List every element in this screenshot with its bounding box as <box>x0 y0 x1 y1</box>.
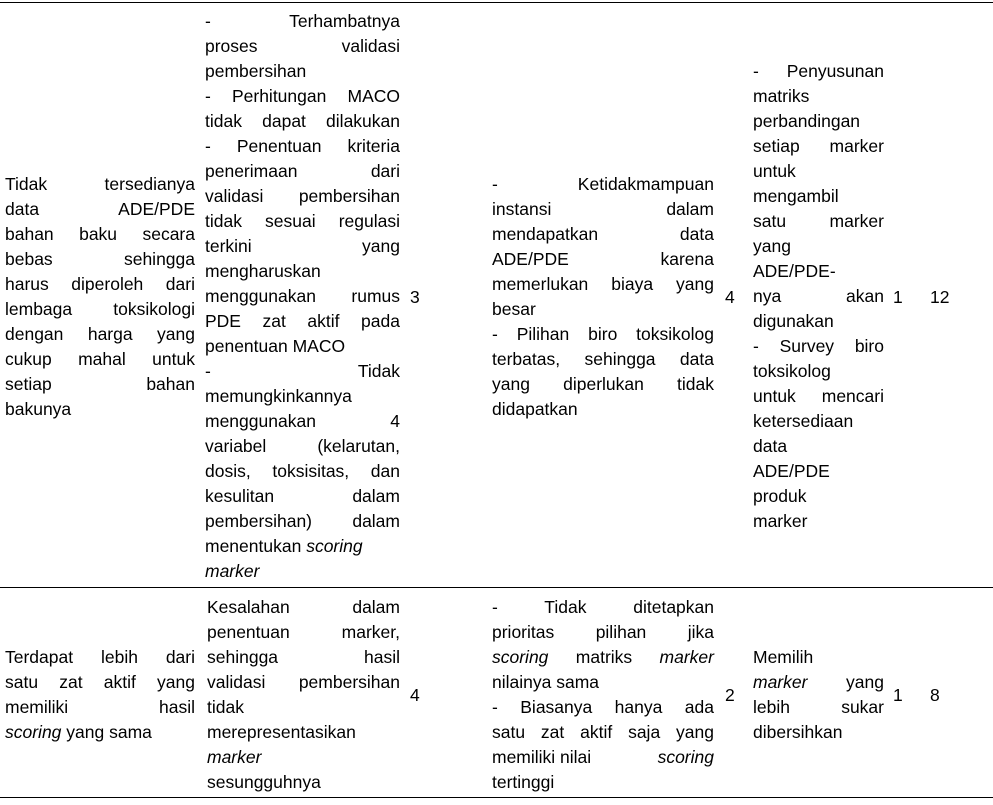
text-line: dibersihkan <box>753 722 843 742</box>
text-line: tidak dapat dilakukan <box>205 111 400 131</box>
cause-cell <box>492 595 714 795</box>
text-line: - Penyusunan <box>753 61 884 81</box>
italic-term: scoring <box>306 536 363 556</box>
action-cell <box>753 645 884 745</box>
text-line: - Tidak ditetapkan <box>492 597 714 617</box>
italic-term: marker <box>205 561 260 581</box>
text-line: penerimaan dari <box>205 161 400 181</box>
text-line: memerlukan biaya yang <box>492 274 714 294</box>
text-line: satu zat aktif yang <box>5 672 195 692</box>
rpn-value: 12 <box>930 287 950 307</box>
text-line: produk <box>753 486 807 506</box>
text-line: - Penentuan kriteria <box>205 136 400 156</box>
text-run: yang <box>846 672 884 692</box>
text-line: bebas sehingga <box>5 249 195 269</box>
detection-value: 1 <box>893 685 903 705</box>
text-line: Kesalahan dalam <box>207 597 400 617</box>
text-run: yang sama <box>66 722 152 742</box>
text-line: ketersediaan <box>753 411 854 431</box>
text-line <box>492 745 714 770</box>
text-line: besar <box>492 299 536 319</box>
cause-cell <box>492 172 714 422</box>
text-line: terbatas, sehingga data <box>492 349 714 369</box>
text-line: bahan baku secara <box>5 224 195 244</box>
italic-term: scoring <box>657 747 714 767</box>
text-line: mengharuskan <box>205 261 321 281</box>
text-line: untuk <box>753 161 796 181</box>
problem-cell <box>5 645 195 745</box>
text-line: - Pilihan biro toksikolog <box>492 324 714 344</box>
text-line <box>492 645 714 670</box>
text-line: didapatkan <box>492 399 578 419</box>
text-line <box>205 534 400 559</box>
text-line: menggunakan 4 <box>205 411 400 431</box>
text-line: terkini yang <box>205 236 400 256</box>
rpn-value: 8 <box>930 685 940 705</box>
text-line: tertinggi <box>492 772 555 792</box>
text-line: pembersihan) dalam <box>205 511 400 531</box>
text-line: marker <box>753 511 808 531</box>
text-line: Tidak tersedianya <box>5 174 195 194</box>
text-line: penentuan MACO <box>205 336 346 356</box>
text-line: PDE zat aktif pada <box>205 311 400 331</box>
text-line: yang <box>753 236 791 256</box>
text-line: validasi pembersihan <box>207 672 400 692</box>
text-line: penentuan marker, <box>207 622 400 642</box>
text-line: Terdapat lebih dari <box>5 647 195 667</box>
text-line: nilainya sama <box>492 672 599 692</box>
text-line <box>5 720 195 745</box>
table-top-rule <box>0 2 993 3</box>
text-line: sesungguhnya <box>207 772 321 792</box>
text-line: setiap bahan <box>5 374 195 394</box>
text-line: satu zat aktif saja yang <box>492 722 714 742</box>
text-line: cukup mahal untuk <box>5 349 195 369</box>
text-line: satu marker <box>753 211 884 231</box>
text-line: lebih sukar <box>753 697 884 717</box>
text-line: Memilih <box>753 647 814 667</box>
occurrence-value: 4 <box>725 287 735 307</box>
text-line: perbandingan <box>753 111 861 131</box>
text-line: - Tidak <box>205 361 400 381</box>
text-line: tidak <box>207 697 244 717</box>
italic-term: marker <box>207 747 262 767</box>
text-line: setiap marker <box>753 136 884 156</box>
text-run: menentukan <box>205 536 302 556</box>
effect-cell <box>207 595 400 795</box>
text-line: ADE/PDE karena <box>492 249 714 269</box>
table-bottom-rule <box>0 797 993 798</box>
text-line: lembaga toksikologi <box>5 299 195 319</box>
text-line: memungkinkannya <box>205 386 352 406</box>
text-line: toksikolog <box>753 361 831 381</box>
text-line: bakunya <box>5 399 72 419</box>
text-line <box>753 670 884 695</box>
text-line: nya akan <box>753 286 884 306</box>
detection-value: 1 <box>893 287 903 307</box>
italic-term: marker <box>753 672 808 692</box>
text-line: validasi pembersihan <box>205 186 400 206</box>
text-run: memiliki nilai <box>492 747 592 767</box>
text-line: variabel (kelarutan, <box>205 436 400 456</box>
text-line: data ADE/PDE <box>5 199 195 219</box>
text-line: matriks <box>753 86 810 106</box>
text-line: merepresentasikan <box>207 722 356 742</box>
text-line: dosis, toksisitas, dan <box>205 461 400 481</box>
italic-term: marker <box>659 647 714 667</box>
text-line: mengambil <box>753 186 839 206</box>
text-line <box>207 745 400 770</box>
occurrence-value: 2 <box>725 685 735 705</box>
text-line: ADE/PDE <box>753 461 830 481</box>
text-line: tidak sesuai regulasi <box>205 211 400 231</box>
problem-cell <box>5 172 195 422</box>
text-run: matriks <box>575 647 633 667</box>
text-line: instansi dalam <box>492 199 714 219</box>
italic-term: scoring <box>5 722 62 742</box>
severity-value: 3 <box>410 287 420 307</box>
italic-term: scoring <box>492 647 549 667</box>
row-divider-rule <box>0 587 993 588</box>
text-line <box>205 559 400 584</box>
text-line: proses validasi <box>205 36 400 56</box>
text-line: menggunakan rumus <box>205 286 400 306</box>
effect-cell <box>205 9 400 584</box>
text-line: digunakan <box>753 311 834 331</box>
text-line: untuk mencari <box>753 386 884 406</box>
text-line: prioritas pilihan jika <box>492 622 714 642</box>
text-line: kesulitan dalam <box>205 486 400 506</box>
text-line: - Biasanya hanya ada <box>492 697 714 717</box>
text-line: harus diperoleh dari <box>5 274 195 294</box>
text-line: sehingga hasil <box>207 647 400 667</box>
text-line: - Perhitungan MACO <box>205 86 400 106</box>
text-line: ADE/PDE- <box>753 261 836 281</box>
text-line: - Ketidakmampuan <box>492 174 714 194</box>
text-line: dengan harga yang <box>5 324 195 344</box>
severity-value: 4 <box>410 685 420 705</box>
text-line: - Survey biro <box>753 336 884 356</box>
text-line: data <box>753 436 788 456</box>
text-line: memiliki hasil <box>5 697 195 717</box>
text-line: - Terhambatnya <box>205 11 400 31</box>
text-line: yang diperlukan tidak <box>492 374 714 394</box>
action-cell <box>753 59 884 534</box>
text-line: pembersihan <box>205 61 307 81</box>
text-line: mendapatkan data <box>492 224 714 244</box>
